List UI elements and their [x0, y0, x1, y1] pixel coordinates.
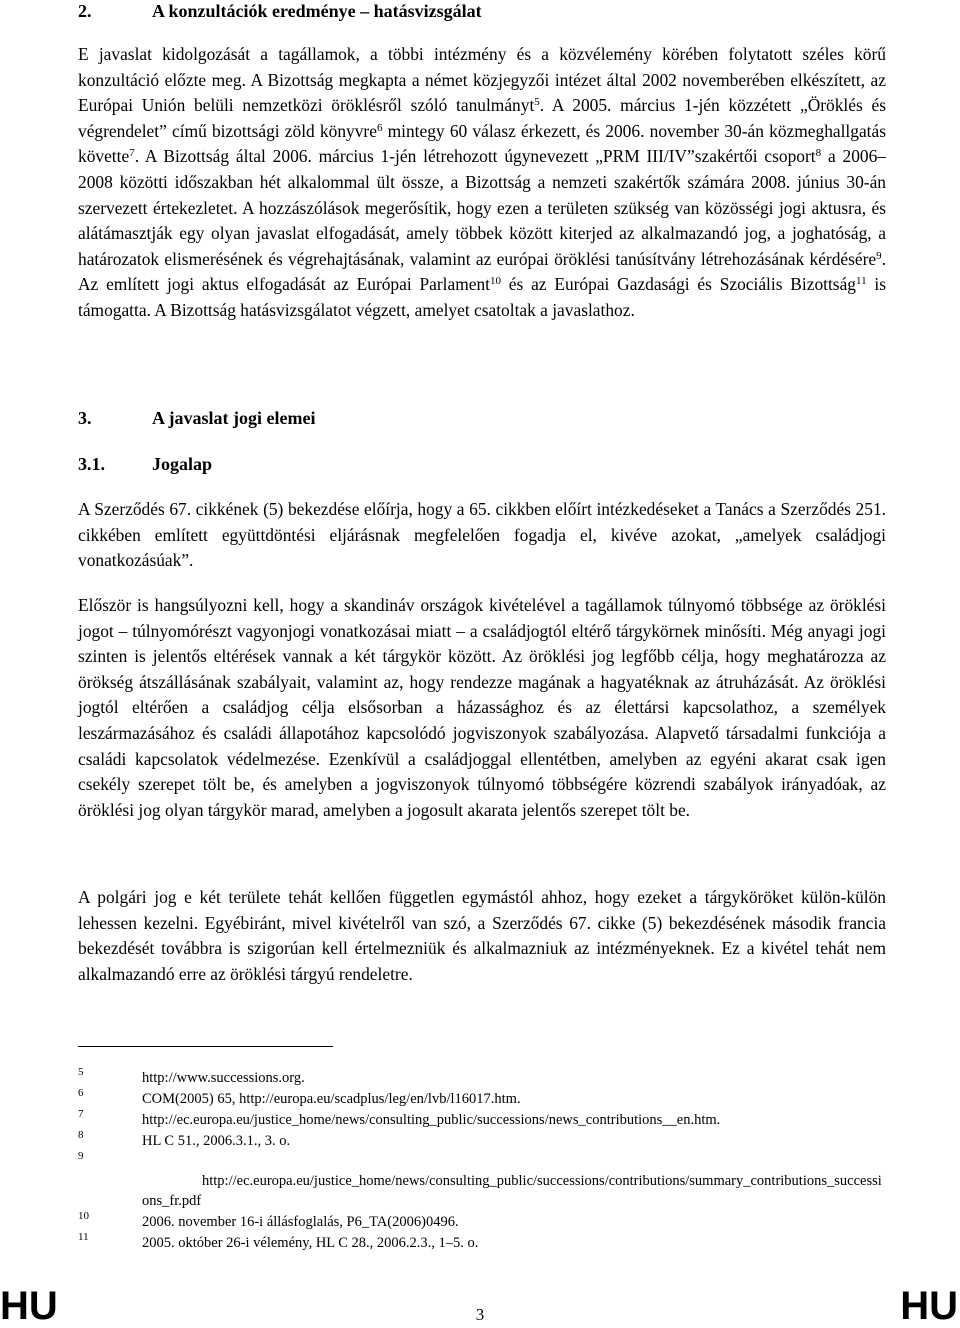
section-2-number: 2. — [78, 1, 92, 21]
footnote-ref-6[interactable]: 6 — [376, 121, 383, 134]
footnote-number-9: 9 — [78, 1150, 84, 1162]
footnote-number-7: 7 — [78, 1108, 84, 1120]
footnote-ref-9[interactable]: 9 — [876, 249, 882, 262]
footnote-10: 2006. november 16-i állásfoglalás, P6_TA(2006)0496. — [142, 1214, 459, 1230]
p1-text-3: mintegy 60 válasz érkezett, és 2006. november 30-án közmeghallgatás követte — [78, 120, 887, 167]
p1-text-8: is támogatta. A Bizottság hatásvizsgálatot végzett, amelyet csatoltak a javaslathoz. — [78, 274, 886, 320]
p1-text-5: a 2006–2008 közötti időszakban hét alkalommal ült össze, a Bizottság a nemzeti szakértők számára 2008. június 30-án szervezett értekezletet. A hozzászólások megerősítik, hogy ezen a területen szükség van közösségi jogi aktusra, és alátámasztják egy olyan javaslat elfogadását, amely többek között kiterjed az alkalmazandó jog, a joghatóság, a határozatok elismerésének és végrehajtásának, valamint az európai öröklési tanúsítvány létrehozásának kérdésére — [78, 146, 886, 269]
p1-text-2: . A 2005. március 1-jén közzétett „Öröklés és végrendelet” című bizottsági zöld könyvre — [78, 95, 886, 141]
footnote-5[interactable]: http://www.successions.org. — [142, 1070, 305, 1086]
footer-language-left: HU — [0, 1284, 58, 1328]
section-3-heading — [78, 407, 315, 429]
footnote-8: HL C 51., 2006.3.1., 3. o. — [142, 1133, 291, 1149]
footnote-number-6: 6 — [78, 1087, 84, 1099]
footnote-number-11: 11 — [78, 1231, 89, 1243]
p1-text-6: . Az említett jogi aktus elfogadását az Európai Parlament — [78, 248, 886, 295]
footnote-ref-10[interactable]: 10 — [489, 275, 501, 288]
section-2-heading — [78, 0, 482, 22]
section-3-title: A javaslat jogi elemei — [152, 408, 316, 428]
footnote-6[interactable]: COM(2005) 65, http://europa.eu/scadplus/leg/en/lvb/l16017.htm. — [142, 1091, 521, 1107]
p1-text-4: . A Bizottság által 2006. március 1-jén létrehozott úgynevezett „PRM III/IV”szakértői csoport — [134, 146, 816, 167]
p1-text-7: és az Európai Gazdasági és Szociális Bizottság — [500, 274, 856, 295]
section-2-title: A konzultációk eredménye – hatásvizsgálat — [152, 1, 482, 21]
section-3-1-title: Jogalap — [152, 454, 213, 474]
footnote-separator — [78, 1046, 333, 1047]
consultation-paragraph — [78, 42, 886, 324]
footnote-number-5: 5 — [78, 1066, 84, 1078]
footnote-9[interactable]: http://ec.europa.eu/justice_home/news/consulting_public/successions/contributions/summary_contributions_successions_fr.pdf — [142, 1173, 882, 1209]
section-3-1-number: 3.1. — [78, 454, 105, 474]
footer-language-right: HU — [900, 1284, 958, 1328]
footnote-ref-11[interactable]: 11 — [856, 275, 867, 288]
p1-text-1: E javaslat kidolgozását a tagállamok, a többi intézmény és a közvélemény körében folytatott széles körű konzultáció előzte meg. A Bizottság megkapta a német közjegyzői intézet által 2002 novemberében elkészített, az Európai Unión belüli nemzetközi öröklésről szóló tanulmányt — [78, 44, 886, 116]
distinction-paragraph: Először is hangsúlyozni kell, hogy a skandináv országok kivételével a tagállamok túlnyomó többsége az öröklési jogot – túlnyomórészt vagyonjogi vonatkozásai miatt – a családjogtól eltérő tárgykörnek minősíti. Még anyagi jogi szinten is jelentős eltérések vannak a két tárgykör között. Az öröklési jog legfőbb célja, hogy meghatározza az örökség átszállásának szabályait, valamint az, hogy rendezze magának a hagyatéknak az átruházását. Az öröklési jogtól eltérően a családjog célja elsősorban a házassághoz és az élettársi kapcsolathoz, a személyek leszármazásához és családi állapotához kapcsolódó jogviszonyok szabályozása. Alapvető társadalmi funkciója a családi kapcsolatok védelmezése. Ezenkívül a családjoggal ellentétben, amelyben az egyéni akarat csak igen csekély szerepet tölt be, és amelyben a jogviszonyok túlnyomó többségére közrendi szabályok irányadóak, az öröklési jog olyan tárgykör marad, amelyben a jogosult akarata jelentős szerepet tölt be. — [78, 595, 886, 820]
section-3-1-heading — [78, 453, 212, 475]
footnote-number-8: 8 — [78, 1129, 84, 1141]
footnote-ref-5[interactable]: 5 — [534, 96, 540, 109]
section-3-number: 3. — [78, 408, 92, 428]
footnote-ref-7[interactable]: 7 — [129, 147, 135, 160]
footnote-11: 2005. október 26-i vélemény, HL C 28., 2006.2.3., 1–5. o. — [142, 1235, 479, 1251]
page-number: 3 — [475, 1305, 485, 1324]
conclusion-paragraph: A polgári jog e két területe tehát kellően független egymástól ahhoz, hogy ezeket a tárgyköröket külön-külön lehessen kezelni. Egyébiránt, mivel kivételről van szó, a Szerződés 67. cikke (5) bekezdésének második francia bekezdését továbbra is szigorúan kell értelmezniük és alkalmazniuk az intézményeknek. Ez a kivétel tehát nem alkalmazandó erre az öröklési tárgyú rendeletre. — [78, 887, 886, 984]
footnote-ref-8[interactable]: 8 — [815, 147, 822, 160]
legal-basis-paragraph: A Szerződés 67. cikkének (5) bekezdése előírja, hogy a 65. cikkben előírt intézkedéseket a Tanács a Szerződés 251. cikkében említett együttdöntési eljárásnak megfelelően fogadja el, kivéve azokat, „amelyek családjogi vonatkozásúak”. — [78, 499, 886, 571]
footnote-number-10: 10 — [78, 1210, 89, 1222]
footnote-7[interactable]: http://ec.europa.eu/justice_home/news/consulting_public/successions/news_contributions__en.htm. — [142, 1112, 721, 1128]
